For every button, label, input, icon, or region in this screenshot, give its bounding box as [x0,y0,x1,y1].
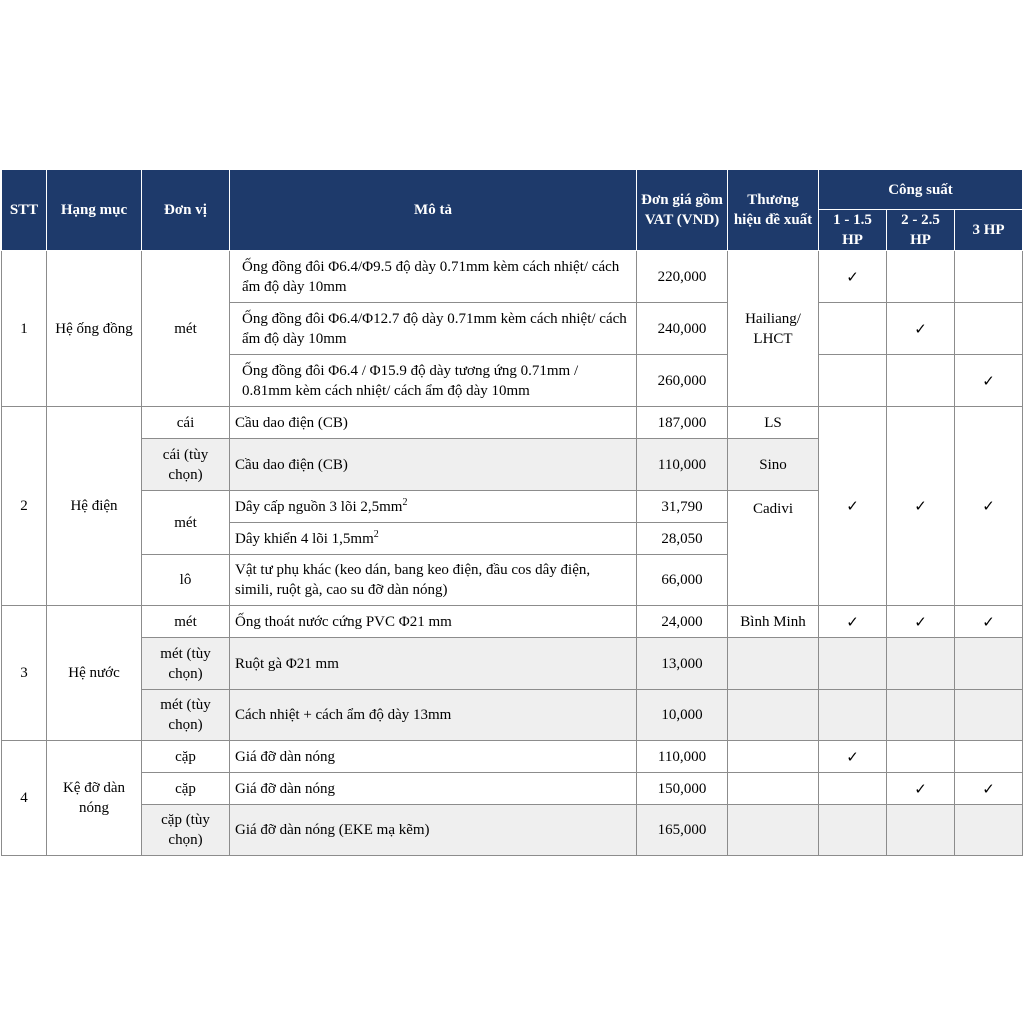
empty-cell [728,805,819,856]
table-body [2,251,1023,856]
table-row [2,638,1023,690]
header-cong-suat: Công suất [819,170,1023,210]
check-icon: ✓ [819,606,887,638]
header-thuong-hieu: Thương hiệu đề xuất [728,170,819,251]
price-cell: 165,000 [637,805,728,856]
empty-cell [887,638,955,690]
price-cell: 240,000 [637,303,728,355]
check-icon: ✓ [955,773,1023,805]
empty-cell [887,355,955,407]
brand-cell: Sino [728,439,819,491]
price-cell: 66,000 [637,555,728,606]
unit-cell: mét (tùy chọn) [142,690,230,741]
desc-cell: Ruột gà Φ21 mm [230,638,637,690]
table-header [2,170,1023,251]
empty-cell [887,741,955,773]
header-don-gia: Đơn giá gồm VAT (VND) [637,170,728,251]
brand-cell: LS [728,407,819,439]
empty-cell [887,805,955,856]
group-stt: 4 [2,741,47,856]
empty-cell [955,638,1023,690]
empty-cell [728,741,819,773]
group-name: Kệ đỡ dàn nóng [47,741,142,856]
brand-cell: Bình Minh [728,606,819,638]
header-hang-muc: Hạng mục [47,170,142,251]
empty-cell [728,773,819,805]
empty-cell [955,303,1023,355]
group-stt: 1 [2,251,47,407]
empty-cell [819,773,887,805]
brand-cell: Hailiang/ LHCT [728,251,819,407]
desc-cell: Cầu dao điện (CB) [230,407,637,439]
unit-cell: mét [142,251,230,407]
unit-cell: mét [142,491,230,555]
desc-cell: Cách nhiệt + cách ẩm độ dày 13mm [230,690,637,741]
price-cell: 110,000 [637,741,728,773]
empty-cell [955,805,1023,856]
price-cell: 187,000 [637,407,728,439]
empty-cell [955,741,1023,773]
header-stt: STT [2,170,47,251]
check-icon: ✓ [819,741,887,773]
empty-cell [819,355,887,407]
check-icon: ✓ [955,407,1023,606]
brand-cell: Cadivi [728,491,819,606]
header-mo-ta: Mô tả [230,170,637,251]
empty-cell [728,638,819,690]
check-icon: ✓ [819,251,887,303]
check-icon: ✓ [955,606,1023,638]
table-row [2,741,1023,773]
price-cell: 10,000 [637,690,728,741]
unit-cell: mét (tùy chọn) [142,638,230,690]
table-row [2,690,1023,741]
unit-cell: lô [142,555,230,606]
check-icon: ✓ [887,407,955,606]
group-name: Hệ điện [47,407,142,606]
unit-cell: cái [142,407,230,439]
header-cap-3-hp: 3 HP [955,210,1023,251]
unit-cell: mét [142,606,230,638]
header-cap-2-2-5-hp: 2 - 2.5 HP [887,210,955,251]
superscript: 2 [373,528,379,540]
desc-cell: Ống đồng đôi Φ6.4 / Φ15.9 độ dày tương ứng 0.71mm / 0.81mm kèm cách nhiệt/ cách ẩm độ dày 10mm [230,355,637,407]
empty-cell [819,690,887,741]
check-icon: ✓ [819,407,887,606]
check-icon: ✓ [887,773,955,805]
desc-cell: Ống thoát nước cứng PVC Φ21 mm [230,606,637,638]
empty-cell [819,303,887,355]
table-row [2,773,1023,805]
desc-cell [230,523,637,555]
empty-cell [887,251,955,303]
desc-text: Dây cấp nguồn 3 lõi 2,5mm [235,498,403,515]
price-cell: 13,000 [637,638,728,690]
price-cell: 31,790 [637,491,728,523]
desc-cell: Giá đỡ dàn nóng (EKE mạ kẽm) [230,805,637,856]
desc-cell: Cầu dao điện (CB) [230,439,637,491]
price-cell: 220,000 [637,251,728,303]
table-row [2,606,1023,638]
desc-cell: Vật tư phụ khác (keo dán, bang keo điện, đầu cos dây điện, simili, ruột gà, cao su đỡ dàn nóng) [230,555,637,606]
empty-cell [887,690,955,741]
empty-cell [955,251,1023,303]
group-stt: 3 [2,606,47,741]
table-row [2,805,1023,856]
empty-cell [819,638,887,690]
check-icon: ✓ [887,606,955,638]
desc-cell [230,491,637,523]
price-cell: 150,000 [637,773,728,805]
empty-cell [728,690,819,741]
empty-cell [955,690,1023,741]
check-icon: ✓ [887,303,955,355]
desc-cell: Ống đồng đôi Φ6.4/Φ12.7 độ dày 0.71mm kèm cách nhiệt/ cách ẩm độ dày 10mm [230,303,637,355]
group-name: Hệ ống đồng [47,251,142,407]
group-stt: 2 [2,407,47,606]
price-cell: 24,000 [637,606,728,638]
price-cell: 260,000 [637,355,728,407]
unit-cell: cặp [142,773,230,805]
header-don-vi: Đơn vị [142,170,230,251]
superscript: 2 [402,496,408,508]
desc-cell: Giá đỡ dàn nóng [230,773,637,805]
check-icon: ✓ [955,355,1023,407]
desc-text: Dây khiển 4 lõi 1,5mm [235,530,374,547]
price-cell: 110,000 [637,439,728,491]
group-name: Hệ nước [47,606,142,741]
header-cap-1-1-5-hp: 1 - 1.5 HP [819,210,887,251]
unit-cell: cặp (tùy chọn) [142,805,230,856]
price-cell: 28,050 [637,523,728,555]
unit-cell: cặp [142,741,230,773]
desc-cell: Ống đồng đôi Φ6.4/Φ9.5 độ dày 0.71mm kèm cách nhiệt/ cách ẩm độ dày 10mm [230,251,637,303]
price-table [1,169,1023,856]
unit-cell: cái (tùy chọn) [142,439,230,491]
empty-cell [819,805,887,856]
desc-cell: Giá đỡ dàn nóng [230,741,637,773]
table-row [2,407,1023,439]
table-row [2,251,1023,303]
